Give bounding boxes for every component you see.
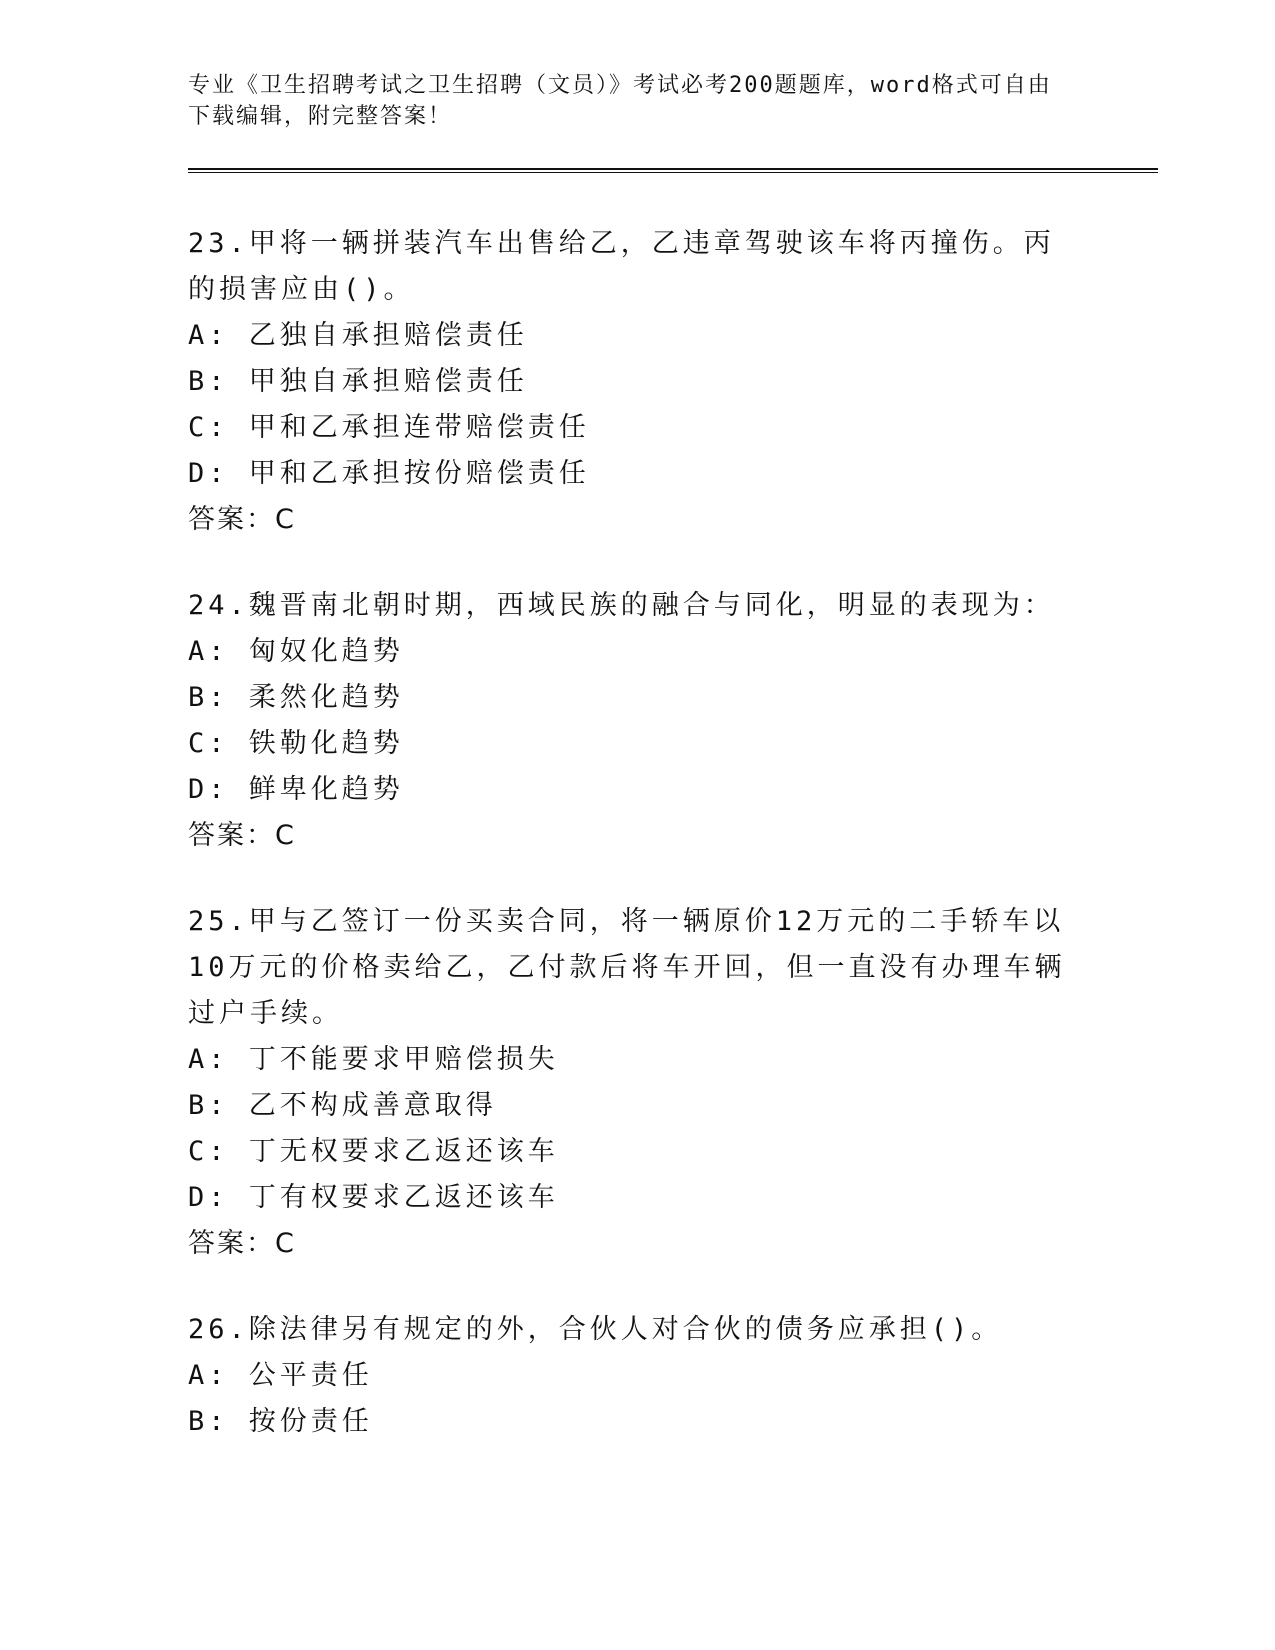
option-b: B: 甲独自承担赔偿责任 xyxy=(188,366,528,397)
document-intro: 专业《卫生招聘考试之卫生招聘（文员）》考试必考200题题库，word格式可自由下载编辑，附完整答案！ xyxy=(188,73,1052,129)
option-a: A: 匈奴化趋势 xyxy=(188,636,404,667)
option-b: B: 乙不构成善意取得 xyxy=(188,1090,497,1121)
question-stem: 23.甲将一辆拼装汽车出售给乙，乙违章驾驶该车将丙撞伤。丙的损害应由()。 xyxy=(188,228,1055,305)
answer-line: 答案：C xyxy=(188,1228,296,1259)
answer-line: 答案：C xyxy=(188,504,296,535)
option-a: A: 公平责任 xyxy=(188,1360,373,1391)
option-b: B: 柔然化趋势 xyxy=(188,682,404,713)
question-stem: 24.魏晋南北朝时期，西域民族的融合与同化，明显的表现为： xyxy=(188,590,1055,621)
option-d: D: 丁有权要求乙返还该车 xyxy=(188,1182,559,1213)
option-d: D: 鲜卑化趋势 xyxy=(188,774,404,805)
option-b: B: 按份责任 xyxy=(188,1406,373,1437)
option-a: A: 丁不能要求甲赔偿损失 xyxy=(188,1044,559,1075)
question-stem: 25.甲与乙签订一份买卖合同，将一辆原价12万元的二手轿车以10万元的价格卖给乙，乙付款后将车开回，但一直没有办理车辆过户手续。 xyxy=(188,906,1066,1029)
question-stem: 26.除法律另有规定的外，合伙人对合伙的债务应承担()。 xyxy=(188,1314,1003,1345)
option-c: C: 甲和乙承担连带赔偿责任 xyxy=(188,412,590,443)
question-24 xyxy=(188,583,1158,859)
option-c: C: 铁勒化趋势 xyxy=(188,728,404,759)
option-c: C: 丁无权要求乙返还该车 xyxy=(188,1136,559,1167)
question-23 xyxy=(188,221,1158,543)
option-d: D: 甲和乙承担按份赔偿责任 xyxy=(188,458,590,489)
header-divider xyxy=(188,168,1158,173)
answer-line: 答案：C xyxy=(188,820,296,851)
option-a: A: 乙独自承担赔偿责任 xyxy=(188,320,528,351)
document-page xyxy=(188,70,1158,1445)
question-26 xyxy=(188,1307,1158,1445)
question-25 xyxy=(188,899,1158,1267)
